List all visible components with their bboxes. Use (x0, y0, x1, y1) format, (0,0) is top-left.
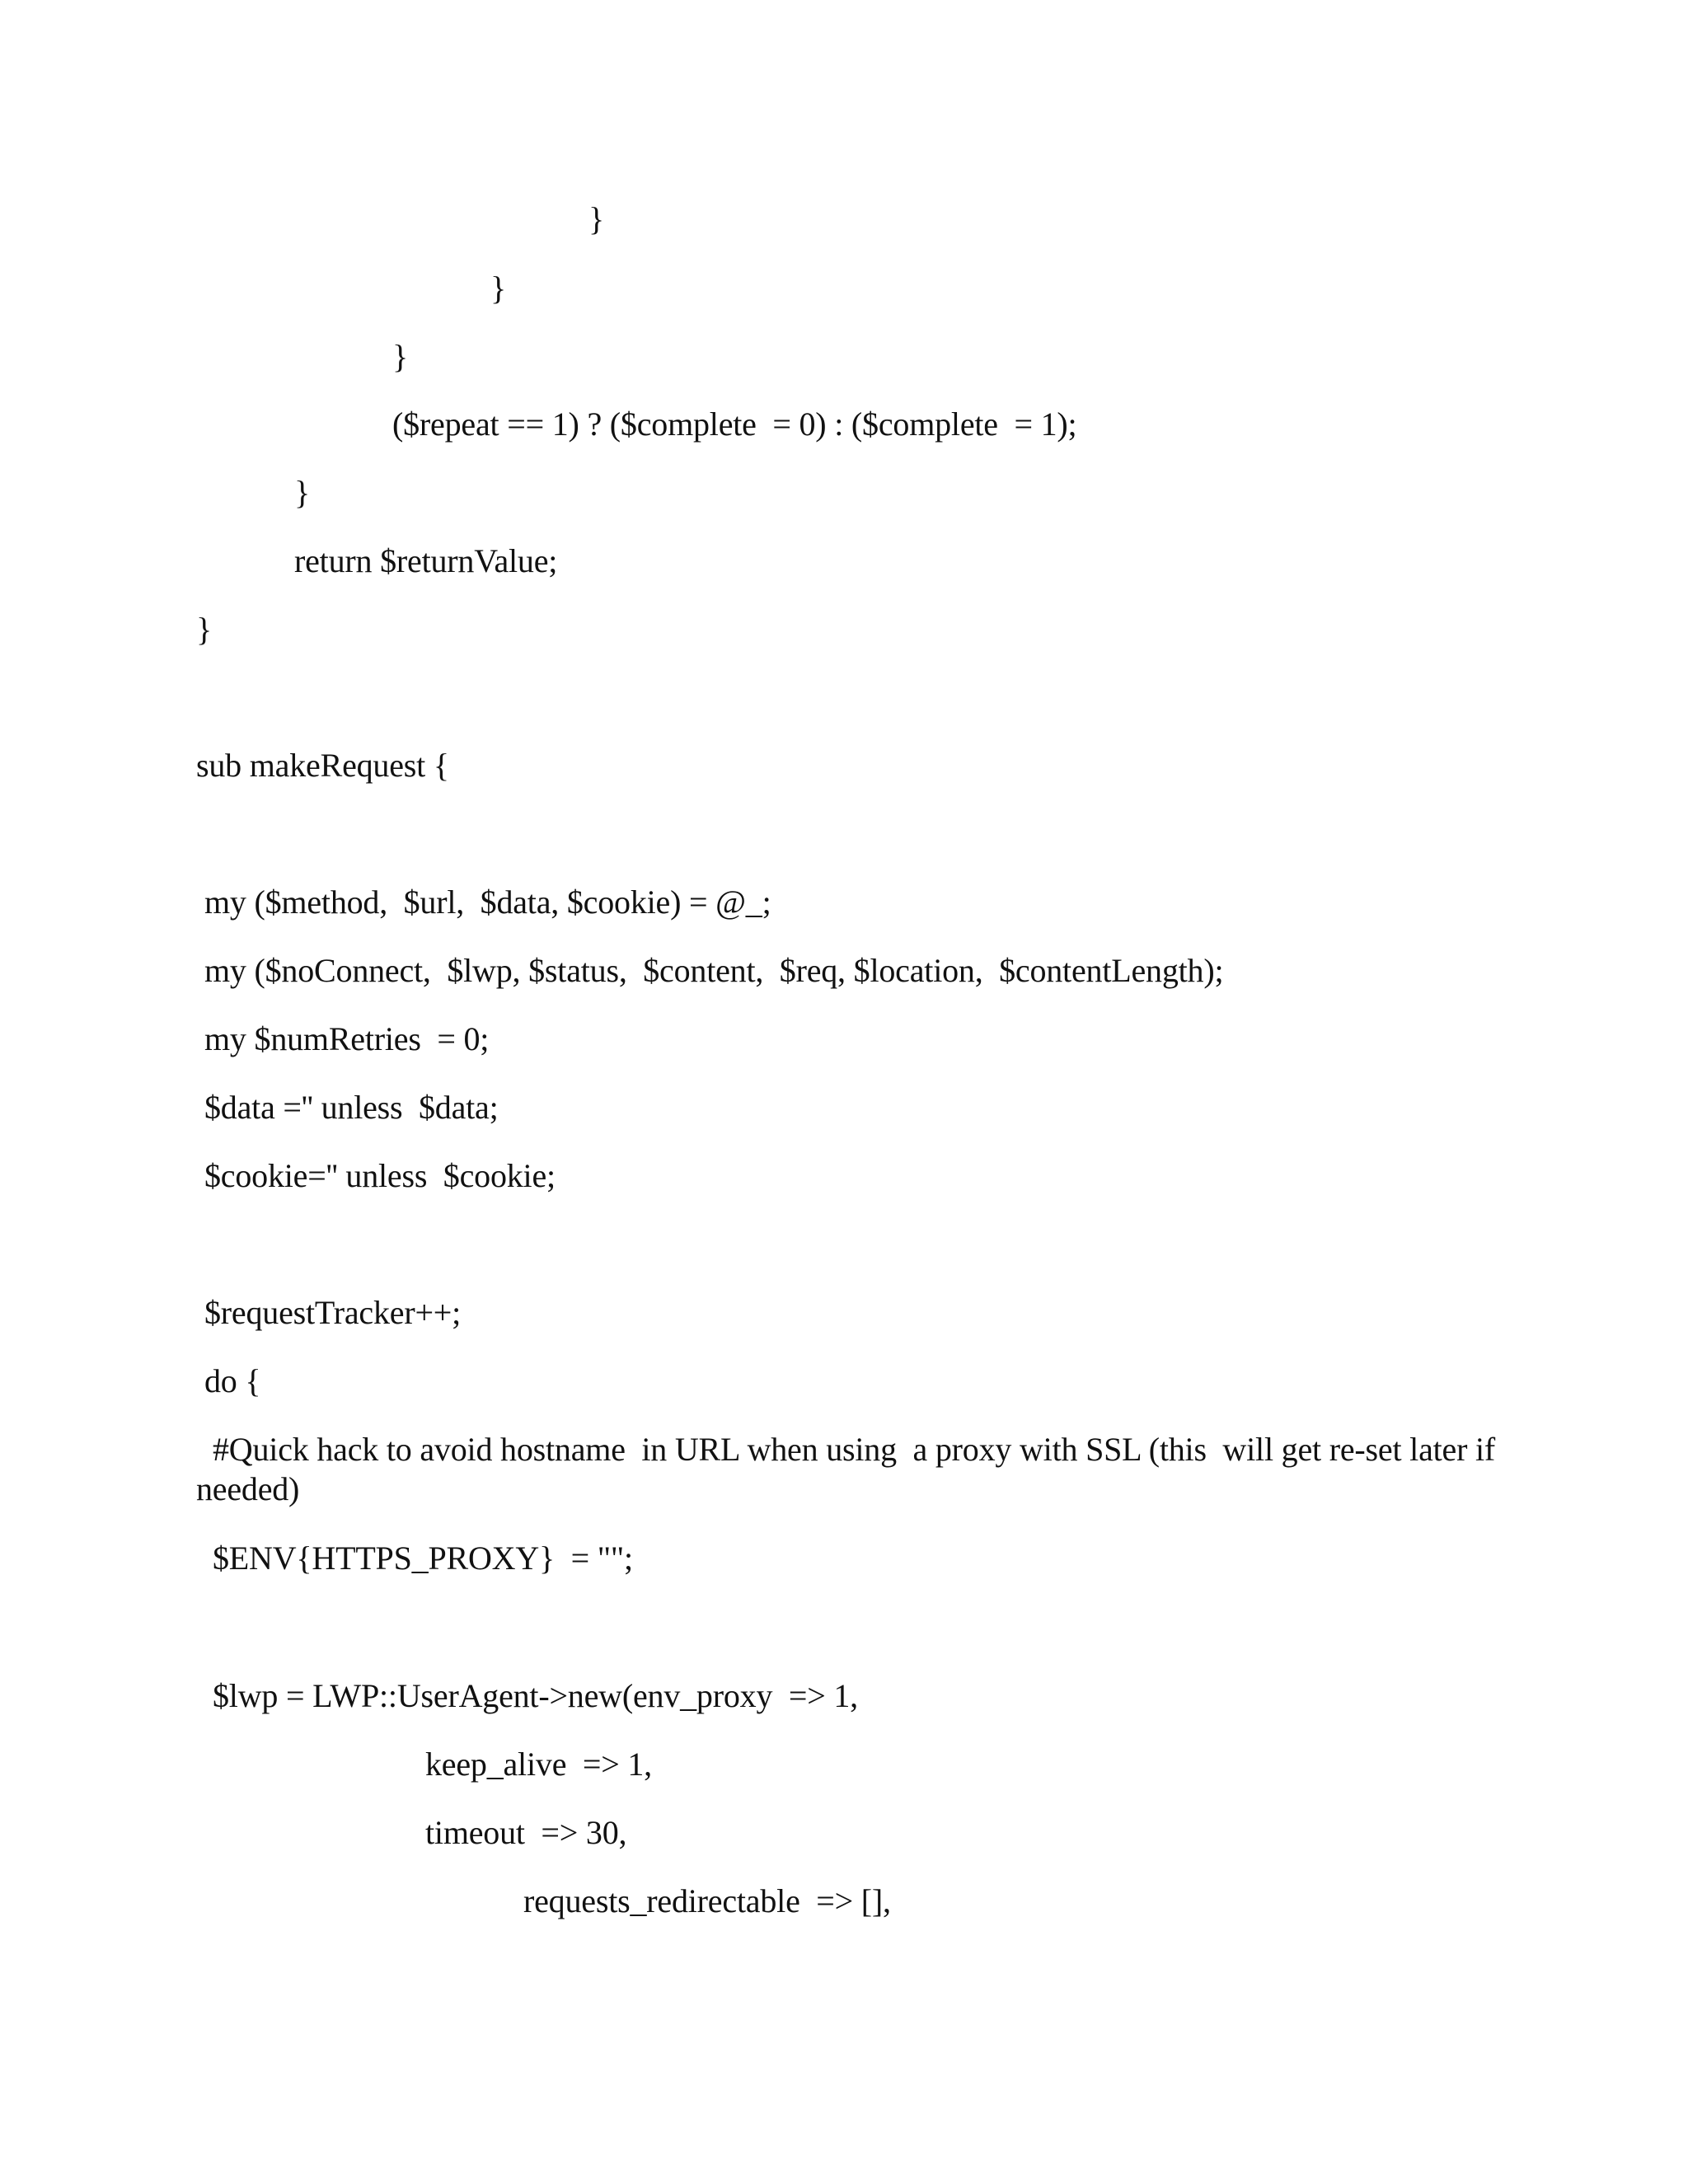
code-line-close-brace-3: } (392, 338, 408, 375)
code-line-repeat-ternary: ($repeat == 1) ? ($complete = 0) : ($complete = 1); (392, 405, 1077, 443)
code-line-comment-proxy-hack: #Quick hack to avoid hostname in URL when using a proxy with SSL (this will get re-set later if needed) (196, 1431, 1503, 1507)
code-line-cookie-default: $cookie='' unless $cookie; (204, 1157, 556, 1194)
code-line-timeout: timeout => 30, (425, 1814, 627, 1851)
code-line-close-brace-1: } (588, 200, 604, 237)
code-line-do-open: do { (204, 1362, 261, 1399)
code-line-requests-redirectable: requests_redirectable => [], (523, 1882, 891, 1919)
code-line-data-default: $data ='' unless $data; (204, 1089, 499, 1126)
code-line-my-args: my ($method, $url, $data, $cookie) = @_; (204, 883, 771, 921)
code-line-https-proxy: $ENV{HTTPS_PROXY} = ""; (213, 1540, 633, 1577)
code-line-return: return $returnValue; (294, 542, 558, 579)
code-line-close-brace-4: } (294, 474, 310, 511)
code-line-sub-makerequest: sub makeRequest { (196, 747, 449, 784)
code-line-close-brace-2: } (490, 269, 506, 307)
code-line-request-tracker: $requestTracker++; (204, 1294, 462, 1331)
code-line-lwp-new: $lwp = LWP::UserAgent->new(env_proxy => 1, (213, 1677, 858, 1714)
code-line-keep-alive: keep_alive => 1, (425, 1746, 652, 1783)
code-line-my-vars: my ($noConnect, $lwp, $status, $content, $req, $location, $contentLength); (204, 952, 1224, 989)
code-line-close-brace-5: } (196, 611, 212, 648)
code-line-numretries: my $numRetries = 0; (204, 1020, 490, 1057)
